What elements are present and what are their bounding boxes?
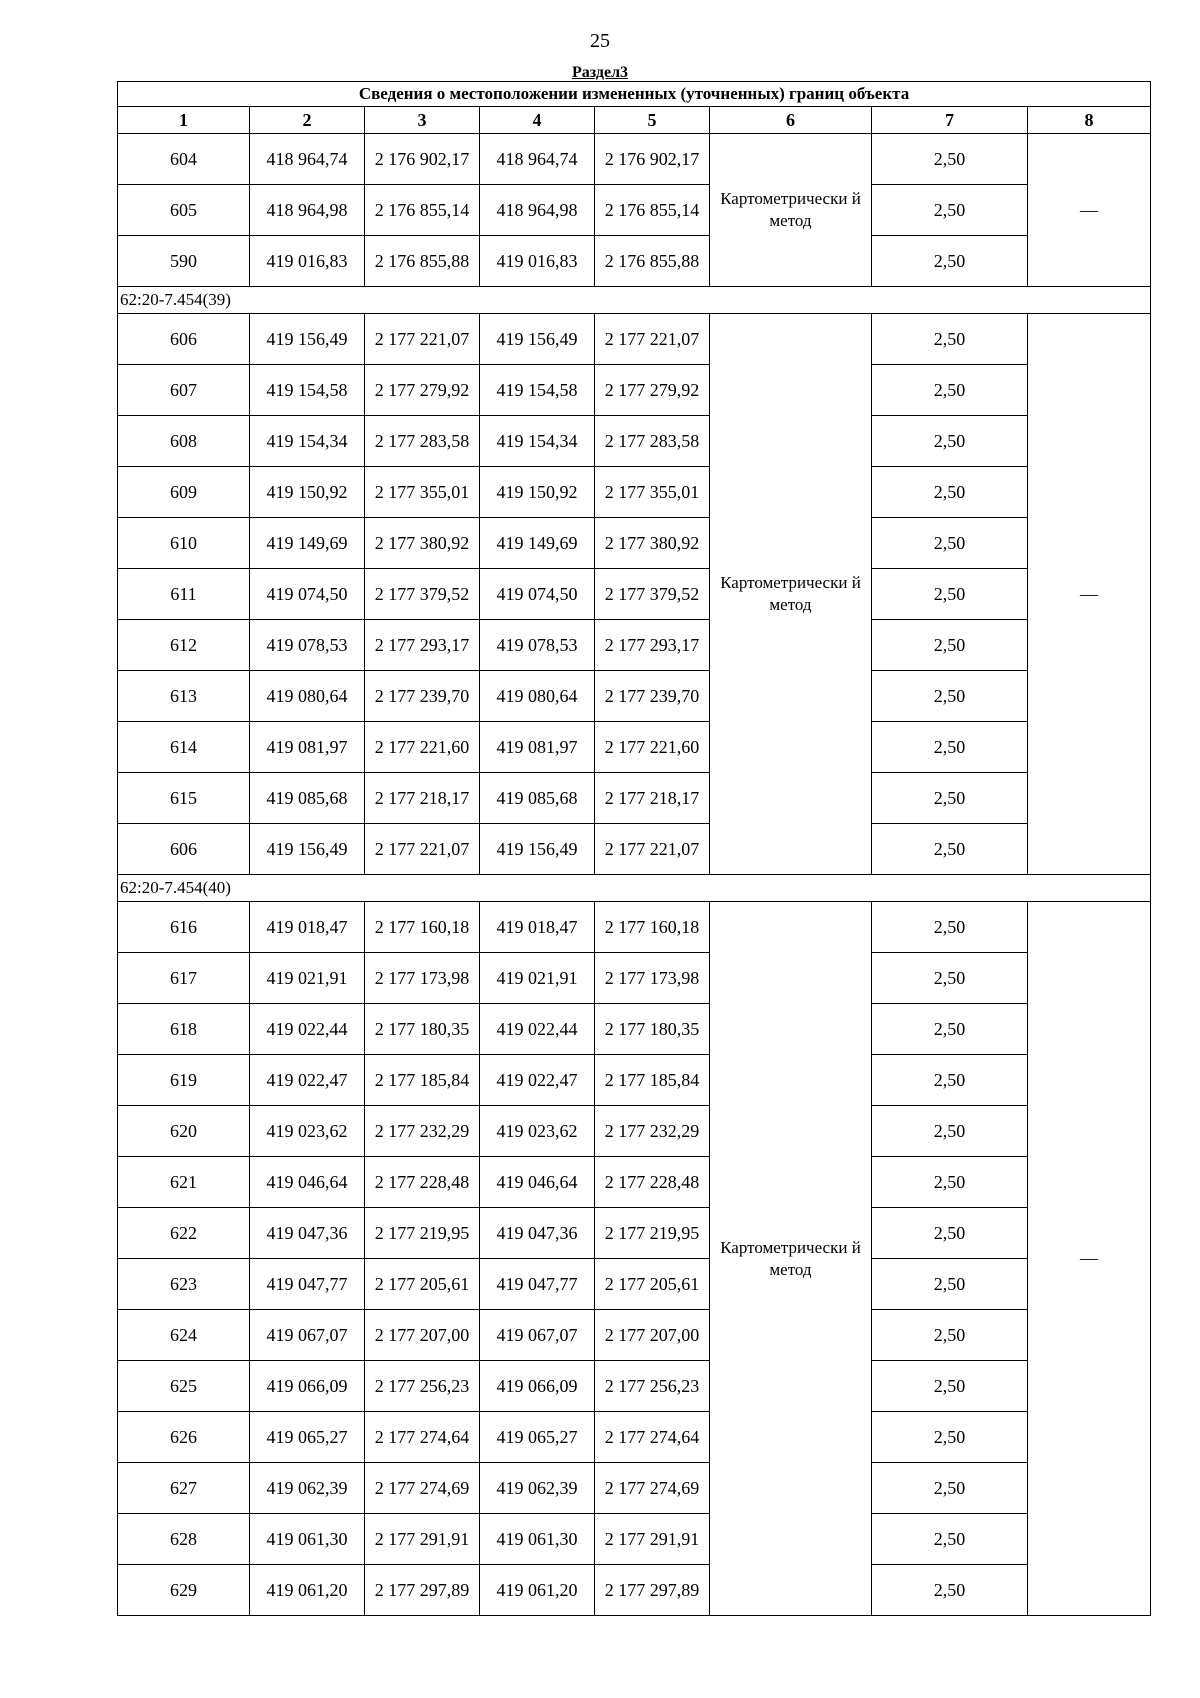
y-old: 2 177 221,60 [365,722,480,773]
point-number: 607 [118,365,250,416]
point-number: 628 [118,1514,250,1565]
table-row [118,1004,1151,1055]
parcel-number: 62:20-7.454(39) [118,287,1151,314]
y-old: 2 177 205,61 [365,1259,480,1310]
x-new: 419 023,62 [480,1106,595,1157]
y-old: 2 177 297,89 [365,1565,480,1616]
table-row [118,518,1151,569]
column-number-row [118,107,1151,134]
column-header: 4 [480,107,595,134]
accuracy: 2,50 [872,134,1028,185]
column-8-cell: — [1028,902,1151,1616]
accuracy: 2,50 [872,671,1028,722]
point-number: 626 [118,1412,250,1463]
table-row [118,569,1151,620]
x-old: 419 074,50 [250,569,365,620]
y-old: 2 177 232,29 [365,1106,480,1157]
column-header: 1 [118,107,250,134]
table-row [118,365,1151,416]
section-heading: Раздел3 [571,64,629,81]
y-new: 2 177 232,29 [595,1106,710,1157]
point-number: 609 [118,467,250,518]
table-row [118,620,1151,671]
point-number: 611 [118,569,250,620]
x-old: 419 018,47 [250,902,365,953]
accuracy: 2,50 [872,365,1028,416]
table-row [118,236,1151,287]
y-new: 2 176 855,88 [595,236,710,287]
x-new: 419 062,39 [480,1463,595,1514]
x-old: 419 021,91 [250,953,365,1004]
x-old: 419 156,49 [250,314,365,365]
y-old: 2 177 173,98 [365,953,480,1004]
y-old: 2 177 221,07 [365,314,480,365]
x-new: 418 964,98 [480,185,595,236]
y-new: 2 177 239,70 [595,671,710,722]
point-number: 610 [118,518,250,569]
y-new: 2 177 355,01 [595,467,710,518]
table-row [118,314,1151,365]
accuracy: 2,50 [872,722,1028,773]
column-8-cell: — [1028,134,1151,287]
table-row [118,722,1151,773]
y-old: 2 177 256,23 [365,1361,480,1412]
table-row [118,1310,1151,1361]
y-old: 2 177 221,07 [365,824,480,875]
x-new: 419 046,64 [480,1157,595,1208]
point-number: 623 [118,1259,250,1310]
y-old: 2 176 855,14 [365,185,480,236]
point-number: 625 [118,1361,250,1412]
x-old: 419 046,64 [250,1157,365,1208]
x-new: 419 156,49 [480,824,595,875]
accuracy: 2,50 [872,1157,1028,1208]
x-old: 419 066,09 [250,1361,365,1412]
y-old: 2 176 902,17 [365,134,480,185]
x-old: 419 156,49 [250,824,365,875]
x-old: 419 080,64 [250,671,365,722]
point-number: 616 [118,902,250,953]
table-row [118,416,1151,467]
x-new: 419 065,27 [480,1412,595,1463]
table-row [118,671,1151,722]
y-old: 2 177 218,17 [365,773,480,824]
column-header: 8 [1028,107,1151,134]
point-number: 615 [118,773,250,824]
y-new: 2 177 180,35 [595,1004,710,1055]
y-old: 2 177 180,35 [365,1004,480,1055]
x-new: 419 085,68 [480,773,595,824]
point-number: 606 [118,824,250,875]
table-row [118,953,1151,1004]
x-old: 419 149,69 [250,518,365,569]
y-new: 2 177 173,98 [595,953,710,1004]
y-new: 2 177 297,89 [595,1565,710,1616]
y-old: 2 176 855,88 [365,236,480,287]
x-old: 419 154,58 [250,365,365,416]
x-old: 419 085,68 [250,773,365,824]
point-number: 627 [118,1463,250,1514]
method-cell: Картометрически й метод [710,902,872,1616]
y-old: 2 177 274,69 [365,1463,480,1514]
y-new: 2 177 218,17 [595,773,710,824]
accuracy: 2,50 [872,569,1028,620]
x-new: 419 081,97 [480,722,595,773]
table-row [118,1157,1151,1208]
y-old: 2 177 283,58 [365,416,480,467]
point-number: 613 [118,671,250,722]
y-new: 2 177 205,61 [595,1259,710,1310]
x-new: 419 067,07 [480,1310,595,1361]
x-old: 419 047,77 [250,1259,365,1310]
y-old: 2 177 228,48 [365,1157,480,1208]
x-new: 419 047,36 [480,1208,595,1259]
table-row [118,1259,1151,1310]
y-new: 2 177 185,84 [595,1055,710,1106]
y-old: 2 177 291,91 [365,1514,480,1565]
x-new: 419 066,09 [480,1361,595,1412]
point-number: 605 [118,185,250,236]
method-cell: Картометрически й метод [710,314,872,875]
accuracy: 2,50 [872,1565,1028,1616]
x-old: 419 023,62 [250,1106,365,1157]
parcel-number: 62:20-7.454(40) [118,875,1151,902]
coordinates-table-wrapper [117,81,1150,1616]
y-new: 2 177 219,95 [595,1208,710,1259]
y-new: 2 177 228,48 [595,1157,710,1208]
y-new: 2 177 274,69 [595,1463,710,1514]
x-new: 419 061,30 [480,1514,595,1565]
x-old: 419 081,97 [250,722,365,773]
table-row [118,1412,1151,1463]
x-new: 419 022,44 [480,1004,595,1055]
x-new: 419 154,58 [480,365,595,416]
column-8-cell: — [1028,314,1151,875]
y-new: 2 177 207,00 [595,1310,710,1361]
table-row [118,1106,1151,1157]
column-header: 7 [872,107,1028,134]
point-number: 608 [118,416,250,467]
point-number: 621 [118,1157,250,1208]
x-old: 418 964,74 [250,134,365,185]
accuracy: 2,50 [872,1514,1028,1565]
point-number: 612 [118,620,250,671]
x-new: 418 964,74 [480,134,595,185]
accuracy: 2,50 [872,953,1028,1004]
table-row [118,824,1151,875]
x-new: 419 080,64 [480,671,595,722]
table-row [118,185,1151,236]
x-old: 419 022,47 [250,1055,365,1106]
y-new: 2 177 291,91 [595,1514,710,1565]
column-header: 3 [365,107,480,134]
x-new: 419 022,47 [480,1055,595,1106]
column-header: 6 [710,107,872,134]
x-new: 419 074,50 [480,569,595,620]
point-number: 590 [118,236,250,287]
y-new: 2 177 283,58 [595,416,710,467]
y-new: 2 177 293,17 [595,620,710,671]
y-new: 2 177 221,60 [595,722,710,773]
accuracy: 2,50 [872,1361,1028,1412]
table-title: Сведения о местоположении измененных (уточненных) границ объекта [118,82,1151,107]
y-new: 2 177 221,07 [595,824,710,875]
x-old: 419 022,44 [250,1004,365,1055]
x-new: 419 156,49 [480,314,595,365]
table-row [118,134,1151,185]
page-number: 25 [590,30,610,52]
point-number: 617 [118,953,250,1004]
table-row [118,1361,1151,1412]
x-new: 419 016,83 [480,236,595,287]
y-new: 2 177 160,18 [595,902,710,953]
y-new: 2 177 256,23 [595,1361,710,1412]
point-number: 629 [118,1565,250,1616]
y-old: 2 177 274,64 [365,1412,480,1463]
x-old: 419 065,27 [250,1412,365,1463]
x-old: 419 062,39 [250,1463,365,1514]
method-cell: Картометрически й метод [710,134,872,287]
table-row [118,1514,1151,1565]
accuracy: 2,50 [872,1004,1028,1055]
parcel-group-row [118,287,1151,314]
accuracy: 2,50 [872,1259,1028,1310]
accuracy: 2,50 [872,1310,1028,1361]
y-new: 2 177 221,07 [595,314,710,365]
point-number: 624 [118,1310,250,1361]
y-new: 2 176 902,17 [595,134,710,185]
x-old: 419 154,34 [250,416,365,467]
x-new: 419 061,20 [480,1565,595,1616]
point-number: 604 [118,134,250,185]
accuracy: 2,50 [872,1463,1028,1514]
y-new: 2 177 379,52 [595,569,710,620]
table-row [118,1055,1151,1106]
x-new: 419 021,91 [480,953,595,1004]
y-old: 2 177 355,01 [365,467,480,518]
y-old: 2 177 380,92 [365,518,480,569]
accuracy: 2,50 [872,467,1028,518]
x-old: 419 061,30 [250,1514,365,1565]
accuracy: 2,50 [872,1106,1028,1157]
accuracy: 2,50 [872,314,1028,365]
point-number: 618 [118,1004,250,1055]
x-old: 419 061,20 [250,1565,365,1616]
x-old: 419 047,36 [250,1208,365,1259]
y-new: 2 177 274,64 [595,1412,710,1463]
accuracy: 2,50 [872,773,1028,824]
table-body [118,134,1151,1616]
column-header: 2 [250,107,365,134]
accuracy: 2,50 [872,824,1028,875]
y-old: 2 177 293,17 [365,620,480,671]
x-new: 419 018,47 [480,902,595,953]
accuracy: 2,50 [872,1412,1028,1463]
table-title-row [118,82,1151,107]
y-old: 2 177 207,00 [365,1310,480,1361]
table-row [118,773,1151,824]
x-new: 419 047,77 [480,1259,595,1310]
y-old: 2 177 219,95 [365,1208,480,1259]
table-row [118,1463,1151,1514]
point-number: 606 [118,314,250,365]
x-new: 419 150,92 [480,467,595,518]
accuracy: 2,50 [872,902,1028,953]
point-number: 620 [118,1106,250,1157]
y-new: 2 176 855,14 [595,185,710,236]
table-row [118,1565,1151,1616]
point-number: 614 [118,722,250,773]
parcel-group-row [118,875,1151,902]
table-row [118,467,1151,518]
column-header: 5 [595,107,710,134]
accuracy: 2,50 [872,1055,1028,1106]
y-old: 2 177 239,70 [365,671,480,722]
y-old: 2 177 160,18 [365,902,480,953]
accuracy: 2,50 [872,416,1028,467]
table-row [118,902,1151,953]
accuracy: 2,50 [872,185,1028,236]
x-old: 418 964,98 [250,185,365,236]
accuracy: 2,50 [872,1208,1028,1259]
x-old: 419 078,53 [250,620,365,671]
y-old: 2 177 379,52 [365,569,480,620]
y-new: 2 177 380,92 [595,518,710,569]
point-number: 619 [118,1055,250,1106]
accuracy: 2,50 [872,620,1028,671]
accuracy: 2,50 [872,236,1028,287]
y-old: 2 177 279,92 [365,365,480,416]
x-new: 419 154,34 [480,416,595,467]
x-new: 419 149,69 [480,518,595,569]
x-old: 419 067,07 [250,1310,365,1361]
table-row [118,1208,1151,1259]
x-new: 419 078,53 [480,620,595,671]
coordinates-table [117,81,1151,1616]
y-new: 2 177 279,92 [595,365,710,416]
point-number: 622 [118,1208,250,1259]
x-old: 419 150,92 [250,467,365,518]
x-old: 419 016,83 [250,236,365,287]
accuracy: 2,50 [872,518,1028,569]
y-old: 2 177 185,84 [365,1055,480,1106]
